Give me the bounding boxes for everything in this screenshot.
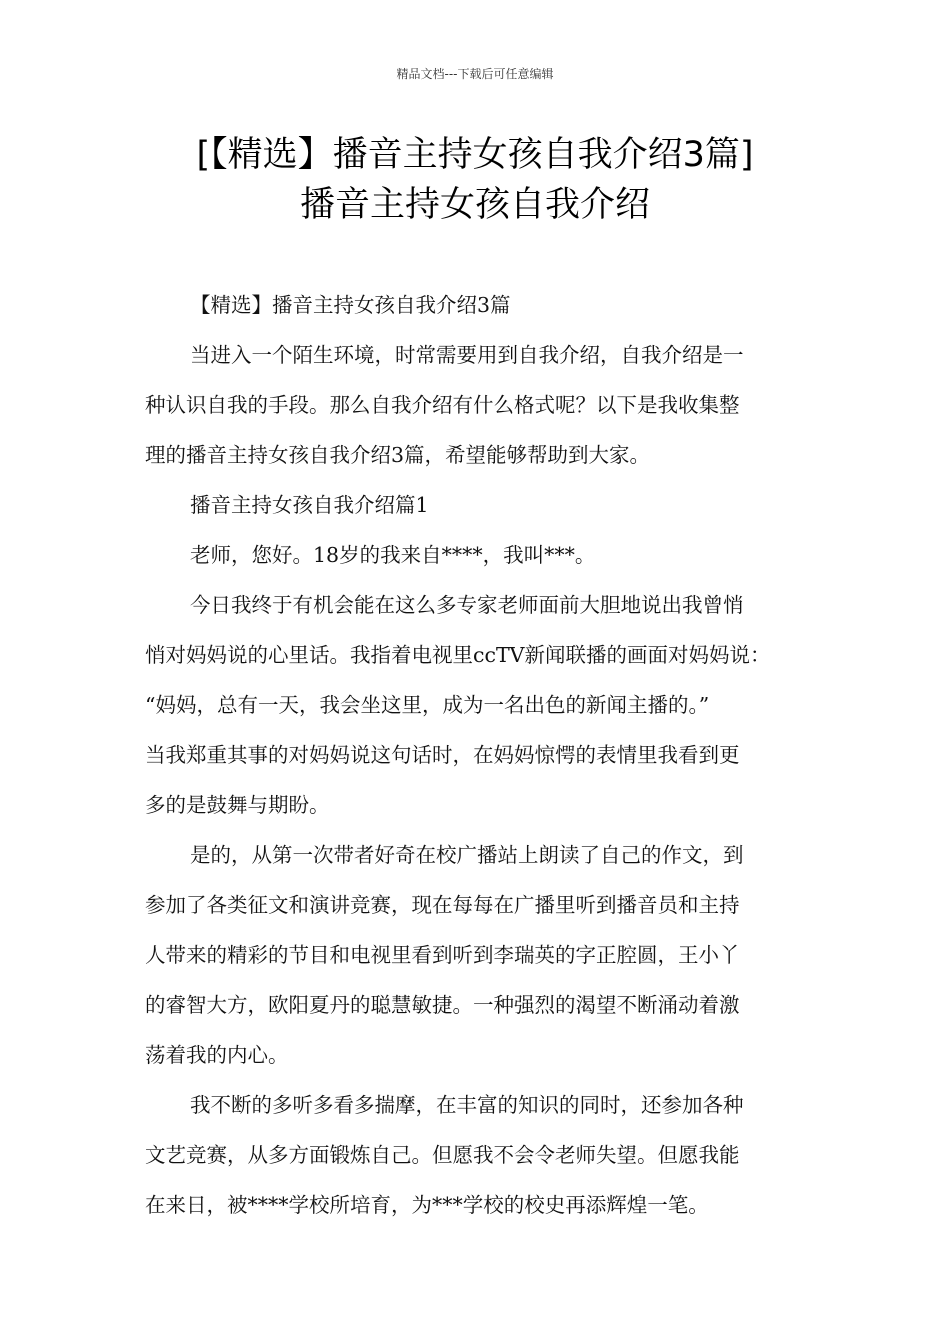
- paragraph-line: 文艺竞赛，从多方面锻炼自己。但愿我不会令老师失望。但愿我能: [145, 1143, 740, 1167]
- paragraph-line: 的睿智大方，欧阳夏丹的聪慧敏捷。一种强烈的渴望不断涌动着激: [145, 993, 740, 1017]
- dream-paragraph: [145, 580, 810, 830]
- paragraph-line: 多的是鼓舞与期盼。: [145, 793, 330, 817]
- document-body: [145, 280, 810, 1230]
- paragraph-line: 荡着我的内心。: [145, 1043, 289, 1067]
- paragraph-line: 参加了各类征文和演讲竞赛，现在每每在广播里听到播音员和主持: [145, 893, 740, 917]
- header-note: 精品文档---下载后可任意编辑: [396, 67, 554, 81]
- title-line-2: 播音主持女孩自我介绍: [299, 185, 650, 225]
- intro-paragraph: [145, 330, 810, 480]
- experience-paragraph: [145, 830, 810, 1080]
- paragraph-line: 是的，从第一次带者好奇在校广播站上朗读了自己的作文，到: [190, 843, 744, 867]
- paragraph-line: 悄对妈妈说的心里话。我指着电视里ccTV新闻联播的画面对妈妈说：: [145, 643, 771, 667]
- paragraph-line: 当进入一个陌生环境，时常需要用到自我介绍，自我介绍是一: [190, 343, 744, 367]
- title-line-1: [【精选】播音主持女孩自我介绍3篇]: [196, 135, 754, 175]
- paragraph-line: 理的播音主持女孩自我介绍3篇，希望能够帮助到大家。: [145, 443, 651, 467]
- paragraph-line: 今日我终于有机会能在这么多专家老师面前大胆地说出我曾悄: [190, 593, 744, 617]
- paragraph-line: 我不断的多听多看多揣摩，在丰富的知识的同时，还参加各种: [190, 1093, 744, 1117]
- paragraph-line: 种认识自我的手段。那么自我介绍有什么格式呢？以下是我收集整: [145, 393, 740, 417]
- subtitle-paragraph: [145, 280, 810, 330]
- section-heading: [145, 480, 810, 530]
- paragraph-line: 在来日，被****学校所培育，为***学校的校史再添辉煌一笔。: [145, 1193, 709, 1217]
- paragraph-line: 【精选】播音主持女孩自我介绍3篇: [190, 293, 511, 317]
- paragraph-line: 人带来的精彩的节目和电视里看到听到李瑞英的字正腔圆，王小丫: [145, 943, 740, 967]
- effort-paragraph: [145, 1080, 810, 1230]
- paragraph-line: 当我郑重其事的对妈妈说这句话时，在妈妈惊愕的表情里我看到更: [145, 743, 740, 767]
- paragraph-line: 老师，您好。18岁的我来自****，我叫***。: [190, 543, 596, 567]
- paragraph-line: 播音主持女孩自我介绍篇1: [190, 493, 429, 517]
- document-title: [100, 130, 850, 230]
- greeting-paragraph: [145, 530, 810, 580]
- paragraph-line: “妈妈，总有一天，我会坐这里，成为一名出色的新闻主播的。”: [145, 693, 710, 717]
